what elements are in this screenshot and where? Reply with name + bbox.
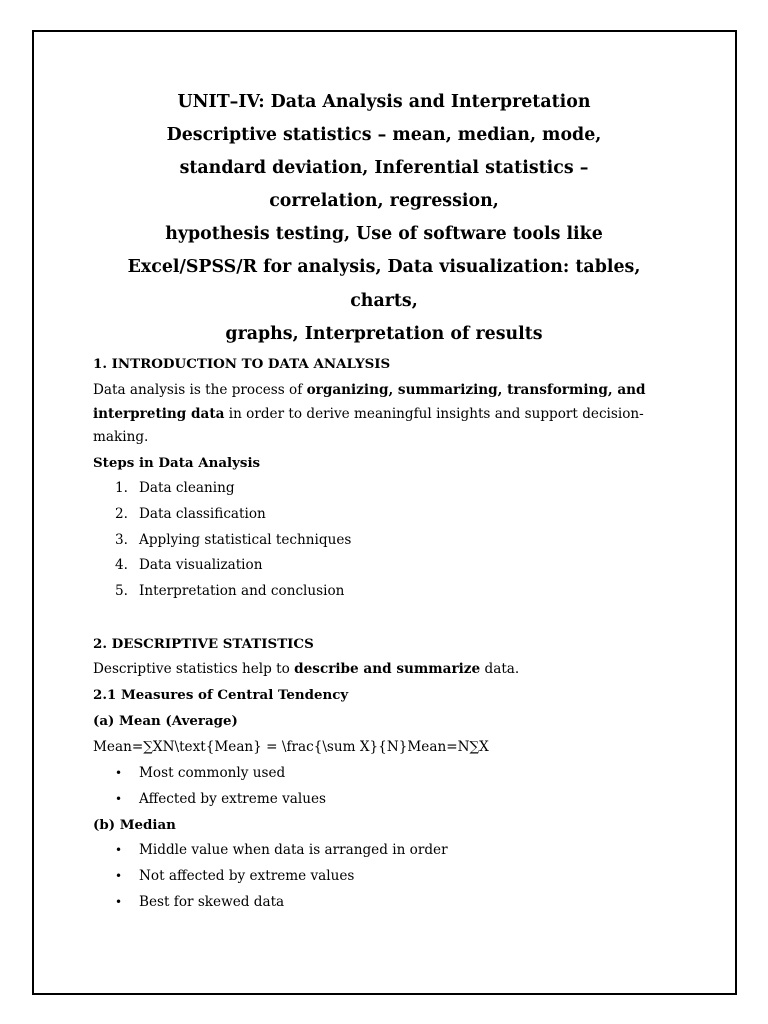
title-line: charts, [350,290,418,311]
bullet-icon: • [115,766,123,780]
list-item [93,838,693,864]
list-item [93,528,693,554]
list-item-text: Data cleaning [139,480,235,496]
list-item [93,787,693,813]
paragraph-line [93,403,683,427]
list-item-text: Data visualization [139,557,263,574]
bullet-icon: • [115,868,123,883]
list-item-text: Best for skewed data [139,893,285,910]
paragraph-bold-text: describe and summarize [294,661,481,677]
paragraph-bold-text: interpreting data [93,405,225,422]
descriptive-paragraph [93,658,683,682]
list-item-text: Applying statistical techniques [139,531,352,548]
list-number: 4. [115,557,128,574]
bullet-icon: • [115,894,123,909]
bullet-icon: • [115,791,123,806]
paragraph-line [93,658,683,682]
title-line: Excel/SPSS/R for analysis, Data visualization: tables, [127,257,641,278]
mean-bullets [93,761,693,813]
list-item-text: Affected by extreme values [139,790,327,807]
list-item [93,890,693,916]
paragraph-text: Data analysis is the process of [93,382,307,398]
median-heading: (b) Median [93,817,176,833]
list-item-text: Most commonly used [139,765,286,781]
mean-heading: (a) Mean (Average) [93,713,238,729]
document-title [60,86,708,351]
list-item [93,502,693,528]
list-item-text: Not affected by extreme values [139,867,355,884]
introduction-paragraph [93,379,683,450]
paragraph-text: in order to derive meaningful insights and support decision- [224,405,644,422]
title-line: UNIT–IV: Data Analysis and Interpretation [177,92,591,112]
list-item [93,579,693,605]
steps-heading: Steps in Data Analysis [93,455,261,471]
list-number: 3. [115,531,128,548]
list-number: 1. [115,480,128,496]
title-line: standard deviation, Inferential statistics – [179,158,589,179]
list-number: 2. [115,505,128,522]
paragraph-text: Descriptive statistics help to [93,661,295,677]
bullet-icon: • [115,843,123,857]
list-item [93,553,693,579]
title-line: correlation, regression, [269,191,499,212]
formula-text: Mean=∑XN\text{Mean} = \frac{\sum X}{N}Mean=N∑X [93,739,489,755]
paragraph-line [93,379,683,403]
list-item [93,476,693,502]
list-number: 5. [115,583,128,600]
section-heading-introduction: 1. INTRODUCTION TO DATA ANALYSIS [93,356,391,372]
list-item-text: Middle value when data is arranged in order [139,842,448,858]
list-item-text: Data classification [139,505,266,522]
title-line: graphs, Interpretation of results [225,323,543,344]
list-item [93,864,693,890]
steps-list [93,476,693,605]
list-item [93,761,693,787]
title-line: Descriptive statistics – mean, median, mode, [166,125,602,146]
median-bullets [93,838,693,915]
mean-formula [93,736,683,760]
subsection-heading-central-tendency: 2.1 Measures of Central Tendency [93,687,349,703]
paragraph-text: data. [480,661,520,677]
paragraph-bold-text: organizing, summarizing, transforming, and [306,382,646,398]
title-line: hypothesis testing, Use of software tools like [165,224,603,245]
list-item-text: Interpretation and conclusion [139,583,345,600]
section-heading-descriptive-statistics: 2. DESCRIPTIVE STATISTICS [93,636,314,652]
paragraph-line: making. [93,429,149,445]
